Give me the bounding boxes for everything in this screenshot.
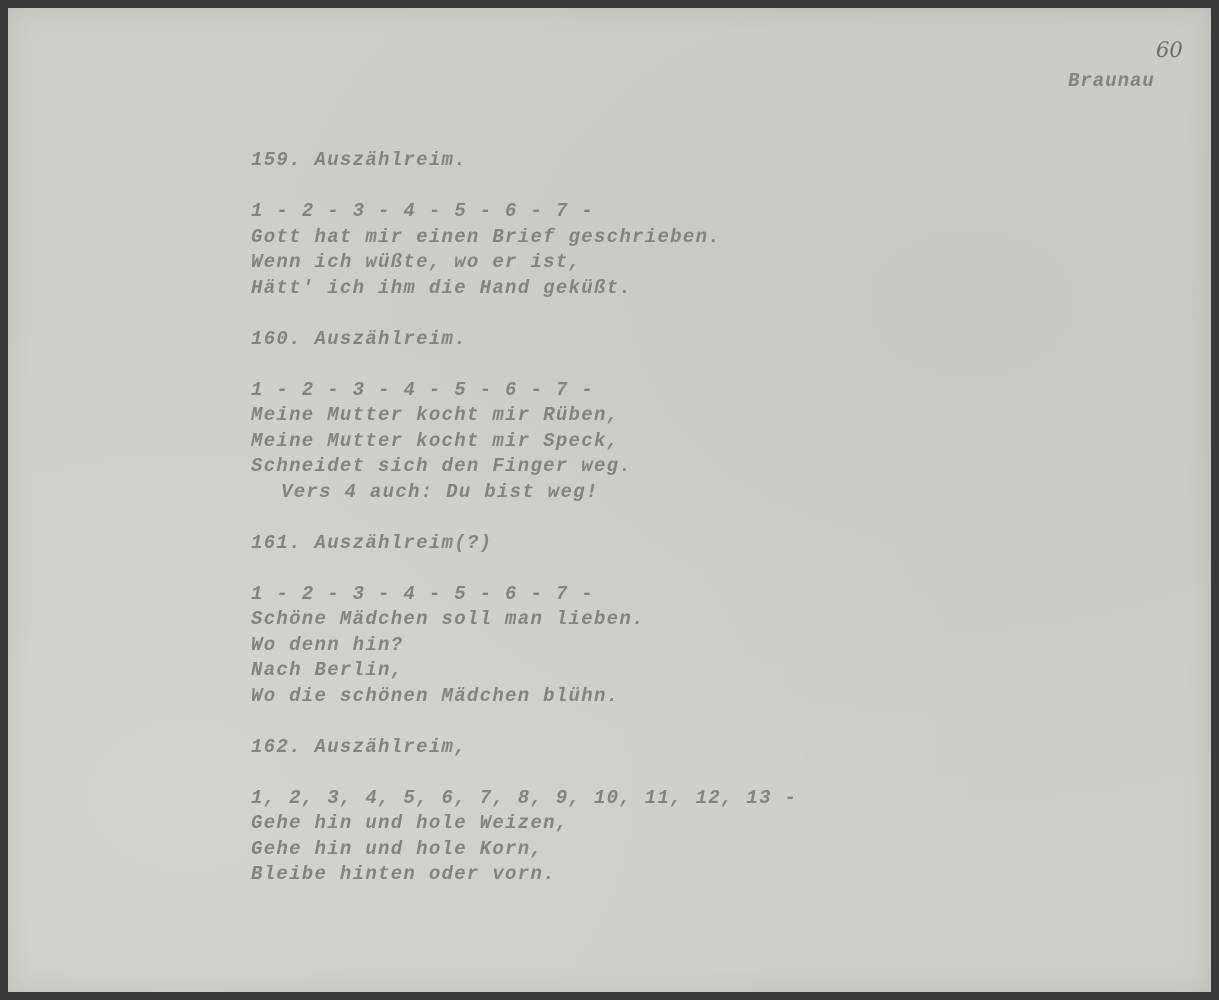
rhyme-line: 1 - 2 - 3 - 4 - 5 - 6 - 7 - (251, 200, 594, 222)
rhyme-line: Meine Mutter kocht mir Rüben, (251, 404, 620, 426)
rhyme-line: Gott hat mir einen Brief geschrieben. (251, 225, 721, 248)
rhyme-entry-160 (251, 327, 797, 506)
rhyme-line: Wo die schönen Mädchen blühn. (251, 684, 620, 707)
rhyme-line: 1, 2, 3, 4, 5, 6, 7, 8, 9, 10, 11, 12, 13 - (251, 786, 798, 809)
rhyme-line: Gehe hin und hole Weizen, (251, 812, 569, 834)
rhyme-line: Meine Mutter kocht mir Speck, (251, 429, 620, 452)
rhyme-line: Gehe hin und hole Korn, (251, 837, 544, 860)
document-page (8, 8, 1211, 992)
rhyme-title: 161. Auszählreim(?) (251, 531, 493, 554)
rhyme-line: 1 - 2 - 3 - 4 - 5 - 6 - 7 - (251, 378, 594, 401)
rhyme-line: Wenn ich wüßte, wo er ist, (251, 251, 582, 273)
rhyme-line: Nach Berlin, (251, 659, 404, 681)
rhyme-entry-162 (251, 735, 797, 888)
rhyme-line: Wo denn hin? (251, 633, 404, 656)
rhyme-line: Bleibe hinten oder vorn. (251, 863, 556, 885)
rhyme-line: 1 - 2 - 3 - 4 - 5 - 6 - 7 - (251, 582, 594, 605)
place-heading: Braunau (1068, 70, 1155, 92)
rhyme-collection (251, 148, 797, 913)
rhyme-entry-161 (251, 531, 797, 710)
rhyme-line: Schöne Mädchen soll man lieben. (251, 608, 645, 630)
variant-note: Vers 4 auch: Du bist weg! (281, 480, 599, 503)
page-number: 60 (1156, 38, 1183, 62)
rhyme-title: 159. Auszählreim. (251, 149, 467, 171)
rhyme-line: Schneidet sich den Finger weg. (251, 455, 633, 477)
rhyme-title: 162. Auszählreim, (251, 735, 467, 758)
rhyme-entry-159 (251, 148, 797, 301)
rhyme-line: Hätt' ich ihm die Hand geküßt. (251, 276, 633, 299)
rhyme-title: 160. Auszählreim. (251, 327, 467, 350)
